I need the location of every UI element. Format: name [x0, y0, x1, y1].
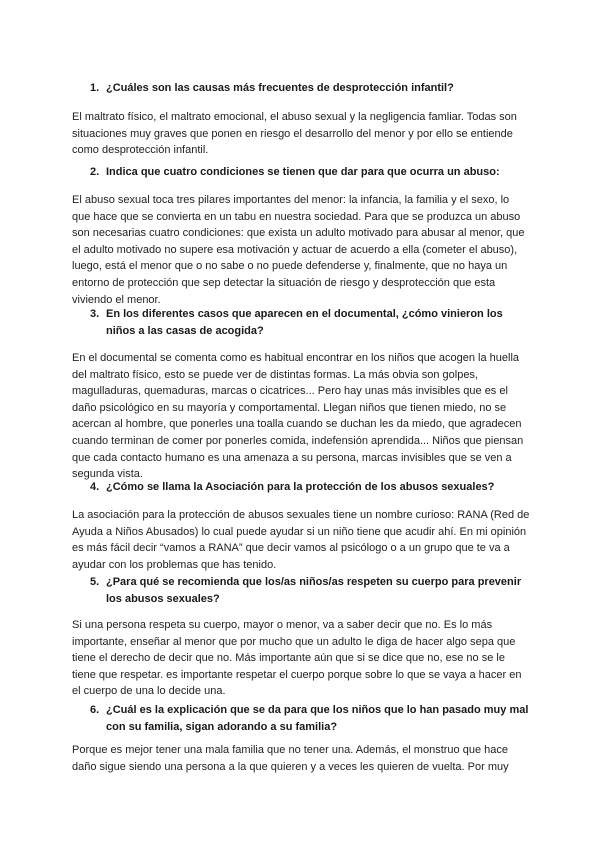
question-1: [90, 80, 530, 97]
question-text: En los diferentes casos que aparecen en el documental, ¿cómo vinieron los niños a las casas de acogida?: [106, 308, 503, 337]
question-text: ¿Cómo se llama la Asociación para la protección de los abusos sexuales?: [106, 481, 495, 493]
question-6: [90, 702, 530, 735]
answer-3: En el documental se comenta como es habitual encontrar en los niños que acogen la huella del maltrato físico, esto se puede ver de distintas formas. La más obvia son golpes, magulladuras, quemaduras, marcas o cicatrices... Pero hay unas más invisibles que es el daño psicológico en su mayoría y comportamental. Llegan niños que tienen miedo, no se acercan al hombre, que ponerles una toalla cuando se duchan les da miedo, que agradecen cuando terminan de comer por ponerles comida, indefensión aprendida... Niños que piensan que cada contacto humano es una amenaza a su persona, marcas invisibles que se ven a segunda vista.: [72, 352, 524, 481]
answer-1: El maltrato físico, el maltrato emocional, el abuso sexual y la negligencia famliar. Todas son situaciones muy graves que ponen en riesgo el desarrollo del menor y por ello se entiende como desprotección infantil.: [72, 111, 517, 157]
answer-2: El abuso sexual toca tres pilares importantes del menor: la infancia, la familia y el sexo, lo que hace que se convierta en un tabu en nuestra sociedad. Para que se produzca un abuso son necesarias cuatro condiciones: que exista un adulto motivado para abusar al menor, que el adulto motivado no supere esa motivación y actuar de acuerdo a ella (cometer el abuso), luego, está el menor que o no sabe o no puede defenderse y, finalmente, que no haya un entorno de protección que sep detectar la situación de riesgo y desprotección que esta viviendo el menor.: [72, 194, 525, 306]
question-2: [90, 164, 530, 181]
question-4: [90, 479, 530, 496]
question-number: 1.: [90, 82, 100, 94]
question-number: 2.: [90, 166, 100, 178]
answer-6: Porque es mejor tener una mala familia que no tener una. Además, el monstruo que hace daño sigue siendo una persona a la que quieren y a veces les quieren de vuelta. Por muy: [72, 744, 509, 773]
question-text: ¿Cuál es la explicación que se da para que los niños que lo han pasado muy mal con su familia, sigan adorando a su familia?: [106, 704, 529, 733]
question-text: ¿Cuáles son las causas más frecuentes de desprotección infantil?: [106, 82, 454, 94]
question-5: [90, 574, 530, 607]
question-3: [90, 306, 530, 339]
question-number: 4.: [90, 481, 100, 493]
question-number: 6.: [90, 704, 100, 716]
question-number: 5.: [90, 576, 100, 588]
answer-4: La asociación para la protección de abusos sexuales tiene un nombre curioso: RANA (Red de Ayuda a Niños Abusados) lo cual puede ayudar si un niño tiene que acudir ahí. En mi opinión es más fácil decir “vamos a RANA” que decir vamos al psicólogo o a un grupo que te va a ayudar con los problemas que has tenido.: [72, 509, 530, 571]
question-text: ¿Para qué se recomienda que los/as niños/as respeten su cuerpo para prevenir los abusos sexuales?: [106, 576, 522, 605]
question-number: 3.: [90, 308, 100, 320]
question-text: Indica que cuatro condiciones se tienen que dar para que ocurra un abuso:: [106, 166, 500, 178]
answer-5: Si una persona respeta su cuerpo, mayor o menor, va a saber decir que no. Es lo más importante, enseñar al menor que por mucho que un adulto le diga de hacer algo sepa que tiene el derecho de decir que no. Más importante aún que si se dice que no, ese no se le tiene que respetar. es importante respetar el cuerpo porque sobre lo que se vaya a hacer en el cuerpo de una lo decide una.: [72, 619, 522, 698]
